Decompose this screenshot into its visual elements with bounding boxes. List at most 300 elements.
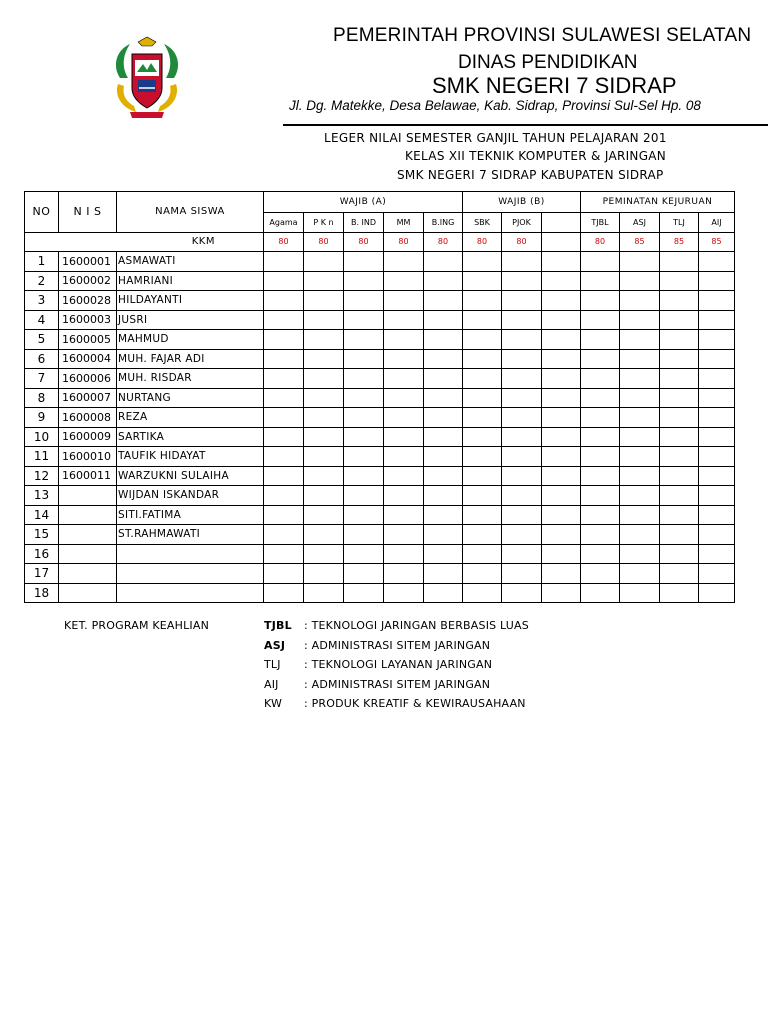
grade-cell[interactable] — [542, 544, 581, 564]
grade-cell[interactable] — [384, 525, 424, 545]
grade-cell[interactable] — [502, 388, 542, 408]
grade-cell[interactable] — [699, 583, 735, 603]
grade-cell[interactable] — [424, 505, 463, 525]
table-row — [25, 525, 735, 545]
kkm-value: 80 — [502, 232, 542, 252]
row-student-name: MUH. FAJAR ADI — [117, 349, 264, 369]
grade-cell[interactable] — [502, 369, 542, 389]
grade-cell[interactable] — [424, 271, 463, 291]
grade-cell[interactable] — [304, 505, 344, 525]
grade-cell[interactable] — [264, 447, 304, 467]
grade-cell[interactable] — [304, 369, 344, 389]
grade-cell[interactable] — [264, 369, 304, 389]
table-row — [25, 408, 735, 428]
grade-cell[interactable] — [463, 505, 502, 525]
subject-header: ASJ — [620, 213, 660, 233]
grade-cell[interactable] — [344, 427, 384, 447]
grade-cell[interactable] — [542, 525, 581, 545]
grade-cell[interactable] — [264, 427, 304, 447]
subject-header: SBK — [463, 213, 502, 233]
subject-header: TJBL — [581, 213, 620, 233]
row-nis: 1600011 — [59, 466, 117, 486]
grade-cell[interactable] — [699, 310, 735, 330]
kkm-value: 85 — [620, 232, 660, 252]
grade-cell[interactable] — [542, 252, 581, 272]
grade-cell[interactable] — [581, 544, 620, 564]
grade-cell[interactable] — [264, 271, 304, 291]
class-title: KELAS XII TEKNIK KOMPUTER & JARINGAN — [405, 149, 667, 163]
row-number: 13 — [25, 486, 59, 506]
grade-cell[interactable] — [660, 388, 699, 408]
grade-cell[interactable] — [424, 369, 463, 389]
grade-cell[interactable] — [581, 271, 620, 291]
grade-cell[interactable] — [264, 583, 304, 603]
row-student-name: ST.RAHMAWATI — [117, 525, 264, 545]
row-student-name — [117, 583, 264, 603]
grade-cell[interactable] — [660, 310, 699, 330]
grade-cell[interactable] — [264, 252, 304, 272]
name-header: NAMA SISWA — [117, 192, 264, 233]
grade-cell[interactable] — [581, 486, 620, 506]
ket-code: AIJ — [264, 677, 279, 691]
row-number: 6 — [25, 349, 59, 369]
grade-cell[interactable] — [620, 271, 660, 291]
grade-cell[interactable] — [699, 447, 735, 467]
grade-cell[interactable] — [620, 427, 660, 447]
row-student-name: JUSRI — [117, 310, 264, 330]
row-nis: 1600009 — [59, 427, 117, 447]
table-row — [25, 349, 735, 369]
grade-cell[interactable] — [699, 271, 735, 291]
grade-cell[interactable] — [542, 466, 581, 486]
grade-cell[interactable] — [304, 583, 344, 603]
grade-cell[interactable] — [660, 369, 699, 389]
grade-cell[interactable] — [264, 525, 304, 545]
grade-cell[interactable] — [344, 349, 384, 369]
grade-cell[interactable] — [424, 525, 463, 545]
grade-cell[interactable] — [699, 525, 735, 545]
grade-cell[interactable] — [620, 369, 660, 389]
grade-cell[interactable] — [304, 349, 344, 369]
ket-description: : PRODUK KREATIF & KEWIRAUSAHAAN — [304, 697, 526, 710]
grade-cell[interactable] — [699, 330, 735, 350]
row-nis — [59, 564, 117, 584]
row-student-name: ASMAWATI — [117, 252, 264, 272]
grade-cell[interactable] — [699, 564, 735, 584]
grade-cell[interactable] — [542, 388, 581, 408]
grade-cell[interactable] — [463, 330, 502, 350]
grade-cell[interactable] — [660, 408, 699, 428]
table-row — [25, 564, 735, 584]
grade-cell[interactable] — [581, 291, 620, 311]
row-student-name: SITI.FATIMA — [117, 505, 264, 525]
row-nis: 1600005 — [59, 330, 117, 350]
grade-cell[interactable] — [304, 466, 344, 486]
grade-cell[interactable] — [384, 369, 424, 389]
wajib-a-header: WAJIB (A) — [264, 192, 463, 213]
grade-cell[interactable] — [699, 505, 735, 525]
row-nis: 1600002 — [59, 271, 117, 291]
grade-cell[interactable] — [463, 564, 502, 584]
grade-cell[interactable] — [304, 447, 344, 467]
grade-cell[interactable] — [581, 388, 620, 408]
grade-cell[interactable] — [542, 330, 581, 350]
grade-cell[interactable] — [384, 310, 424, 330]
row-student-name: MAHMUD — [117, 330, 264, 350]
grade-cell[interactable] — [384, 349, 424, 369]
grade-cell[interactable] — [542, 486, 581, 506]
grade-cell[interactable] — [264, 291, 304, 311]
grade-cell[interactable] — [424, 252, 463, 272]
grade-cell[interactable] — [620, 408, 660, 428]
leger-title: LEGER NILAI SEMESTER GANJIL TAHUN PELAJARAN 201 — [324, 131, 667, 145]
grade-cell[interactable] — [660, 271, 699, 291]
grade-cell[interactable] — [502, 525, 542, 545]
grade-cell[interactable] — [542, 271, 581, 291]
grade-cell[interactable] — [264, 486, 304, 506]
row-number: 1 — [25, 252, 59, 272]
grade-cell[interactable] — [463, 427, 502, 447]
grade-cell[interactable] — [699, 252, 735, 272]
grade-cell[interactable] — [660, 466, 699, 486]
grade-cell[interactable] — [581, 408, 620, 428]
grade-cell[interactable] — [660, 505, 699, 525]
grade-cell[interactable] — [699, 408, 735, 428]
subject-header: TLJ — [660, 213, 699, 233]
table-row — [25, 369, 735, 389]
grade-cell[interactable] — [304, 310, 344, 330]
grade-cell[interactable] — [620, 486, 660, 506]
grade-cell[interactable] — [699, 388, 735, 408]
provincial-emblem-logo — [108, 36, 186, 120]
grade-cell[interactable] — [384, 330, 424, 350]
row-nis: 1600010 — [59, 447, 117, 467]
row-nis: 1600008 — [59, 408, 117, 428]
grade-cell[interactable] — [304, 564, 344, 584]
grade-cell[interactable] — [384, 427, 424, 447]
grade-cell[interactable] — [344, 564, 384, 584]
grade-cell[interactable] — [304, 291, 344, 311]
grade-cell[interactable] — [264, 330, 304, 350]
grade-cell[interactable] — [581, 525, 620, 545]
grade-cell[interactable] — [502, 427, 542, 447]
grade-cell[interactable] — [424, 349, 463, 369]
grade-cell[interactable] — [463, 310, 502, 330]
row-number: 9 — [25, 408, 59, 428]
grade-cell[interactable] — [620, 583, 660, 603]
grade-cell[interactable] — [699, 544, 735, 564]
grade-cell[interactable] — [463, 369, 502, 389]
grade-cell[interactable] — [384, 505, 424, 525]
row-number: 15 — [25, 525, 59, 545]
grade-cell[interactable] — [620, 310, 660, 330]
grade-cell[interactable] — [384, 447, 424, 467]
grade-cell[interactable] — [304, 525, 344, 545]
grade-cell[interactable] — [264, 466, 304, 486]
grade-cell[interactable] — [264, 544, 304, 564]
grade-cell[interactable] — [344, 447, 384, 467]
ket-code: TJBL — [264, 619, 292, 632]
row-nis — [59, 505, 117, 525]
grade-cell[interactable] — [699, 349, 735, 369]
grade-cell[interactable] — [424, 564, 463, 584]
grade-cell[interactable] — [264, 349, 304, 369]
grade-cell[interactable] — [620, 330, 660, 350]
grade-cell[interactable] — [264, 505, 304, 525]
grade-cell[interactable] — [502, 564, 542, 584]
grade-cell[interactable] — [542, 564, 581, 584]
grade-cell[interactable] — [304, 486, 344, 506]
table-row — [25, 447, 735, 467]
grade-cell[interactable] — [344, 310, 384, 330]
grade-cell[interactable] — [424, 330, 463, 350]
grade-cell[interactable] — [424, 466, 463, 486]
grade-cell[interactable] — [660, 291, 699, 311]
grade-cell[interactable] — [502, 505, 542, 525]
table-row — [25, 427, 735, 447]
kkm-value: 80 — [264, 232, 304, 252]
grade-cell[interactable] — [463, 544, 502, 564]
grade-cell[interactable] — [344, 408, 384, 428]
grade-cell[interactable] — [424, 583, 463, 603]
grade-cell[interactable] — [699, 291, 735, 311]
row-nis: 1600006 — [59, 369, 117, 389]
grade-cell[interactable] — [502, 291, 542, 311]
grade-cell[interactable] — [344, 583, 384, 603]
grade-cell[interactable] — [424, 408, 463, 428]
grade-cell[interactable] — [620, 349, 660, 369]
grade-cell[interactable] — [620, 544, 660, 564]
grade-cell[interactable] — [542, 583, 581, 603]
row-nis: 1600004 — [59, 349, 117, 369]
row-student-name: HAMRIANI — [117, 271, 264, 291]
grade-cell[interactable] — [542, 349, 581, 369]
grade-cell[interactable] — [660, 330, 699, 350]
header-divider — [283, 124, 768, 126]
grade-cell[interactable] — [581, 330, 620, 350]
grade-cell[interactable] — [344, 466, 384, 486]
row-nis: 1600001 — [59, 252, 117, 272]
kkm-value: 80 — [581, 232, 620, 252]
grade-cell[interactable] — [424, 427, 463, 447]
subject-header: P K n — [304, 213, 344, 233]
grade-cell[interactable] — [660, 349, 699, 369]
grade-cell[interactable] — [660, 525, 699, 545]
grade-cell[interactable] — [304, 252, 344, 272]
grade-cell[interactable] — [581, 252, 620, 272]
grade-cell[interactable] — [344, 505, 384, 525]
grade-cell[interactable] — [542, 369, 581, 389]
row-student-name: MUH. RISDAR — [117, 369, 264, 389]
grade-cell[interactable] — [620, 252, 660, 272]
grade-cell[interactable] — [304, 544, 344, 564]
grade-cell[interactable] — [344, 252, 384, 272]
ket-description: : ADMINISTRASI SITEM JARINGAN — [304, 677, 491, 691]
grade-cell[interactable] — [344, 388, 384, 408]
peminatan-header: PEMINATAN KEJURUAN — [581, 192, 735, 213]
row-nis — [59, 525, 117, 545]
grade-cell[interactable] — [384, 544, 424, 564]
grade-cell[interactable] — [502, 583, 542, 603]
grade-cell[interactable] — [660, 564, 699, 584]
grade-cell[interactable] — [660, 427, 699, 447]
grade-cell[interactable] — [344, 271, 384, 291]
nis-header: N I S — [59, 192, 117, 233]
grade-cell[interactable] — [620, 505, 660, 525]
grade-cell[interactable] — [344, 330, 384, 350]
grade-cell[interactable] — [581, 310, 620, 330]
kkm-value: 80 — [424, 232, 463, 252]
grade-cell[interactable] — [424, 544, 463, 564]
grade-cell[interactable] — [699, 486, 735, 506]
grade-cell[interactable] — [384, 564, 424, 584]
grade-cell[interactable] — [463, 252, 502, 272]
grade-cell[interactable] — [699, 427, 735, 447]
grade-cell[interactable] — [304, 271, 344, 291]
grade-cell[interactable] — [542, 505, 581, 525]
grade-cell[interactable] — [463, 583, 502, 603]
grade-cell[interactable] — [384, 466, 424, 486]
grade-cell[interactable] — [502, 349, 542, 369]
grade-cell[interactable] — [542, 427, 581, 447]
row-number: 2 — [25, 271, 59, 291]
grade-cell[interactable] — [620, 447, 660, 467]
grade-cell[interactable] — [344, 486, 384, 506]
ket-code: KW — [264, 697, 283, 710]
grade-cell[interactable] — [304, 408, 344, 428]
row-student-name: NURTANG — [117, 388, 264, 408]
grade-cell[interactable] — [424, 388, 463, 408]
subject-header: AIJ — [699, 213, 735, 233]
grade-cell[interactable] — [502, 447, 542, 467]
grade-cell[interactable] — [581, 427, 620, 447]
grade-cell[interactable] — [463, 408, 502, 428]
grade-cell[interactable] — [424, 310, 463, 330]
ket-description: : TEKNOLOGI JARINGAN BERBASIS LUAS — [304, 619, 529, 632]
grade-cell[interactable] — [502, 466, 542, 486]
table-row — [25, 330, 735, 350]
row-student-name — [117, 544, 264, 564]
grade-cell[interactable] — [463, 486, 502, 506]
grade-cell[interactable] — [384, 291, 424, 311]
grade-cell[interactable] — [660, 583, 699, 603]
kkm-value — [542, 232, 581, 252]
grade-cell[interactable] — [344, 525, 384, 545]
row-nis — [59, 486, 117, 506]
grade-cell[interactable] — [699, 369, 735, 389]
grade-cell[interactable] — [344, 544, 384, 564]
row-nis: 1600003 — [59, 310, 117, 330]
ket-description: : ADMINISTRASI SITEM JARINGAN — [304, 638, 491, 652]
grade-cell[interactable] — [344, 291, 384, 311]
ket-label: KET. PROGRAM KEAHLIAN — [64, 619, 210, 632]
grade-cell[interactable] — [660, 486, 699, 506]
grade-cell[interactable] — [502, 271, 542, 291]
grade-cell[interactable] — [542, 310, 581, 330]
grade-cell[interactable] — [581, 564, 620, 584]
grade-cell[interactable] — [542, 447, 581, 467]
grade-cell[interactable] — [384, 252, 424, 272]
grade-cell[interactable] — [384, 271, 424, 291]
grade-cell[interactable] — [660, 447, 699, 467]
grade-cell[interactable] — [581, 505, 620, 525]
grade-cell[interactable] — [542, 408, 581, 428]
grade-cell[interactable] — [502, 408, 542, 428]
grade-cell[interactable] — [620, 466, 660, 486]
grade-cell[interactable] — [660, 544, 699, 564]
grade-cell[interactable] — [699, 466, 735, 486]
grade-cell[interactable] — [463, 466, 502, 486]
grade-cell[interactable] — [463, 271, 502, 291]
row-student-name — [117, 564, 264, 584]
grade-cell[interactable] — [502, 252, 542, 272]
grade-cell[interactable] — [620, 291, 660, 311]
table-row — [25, 271, 735, 291]
row-student-name: REZA — [117, 408, 264, 428]
grade-cell[interactable] — [384, 486, 424, 506]
grade-cell[interactable] — [264, 564, 304, 584]
grade-cell[interactable] — [264, 388, 304, 408]
grade-cell[interactable] — [384, 388, 424, 408]
grade-cell[interactable] — [463, 447, 502, 467]
grade-cell[interactable] — [660, 252, 699, 272]
grade-cell[interactable] — [620, 525, 660, 545]
grade-cell[interactable] — [463, 525, 502, 545]
row-number: 18 — [25, 583, 59, 603]
grade-cell[interactable] — [264, 408, 304, 428]
grade-cell[interactable] — [463, 388, 502, 408]
grade-cell[interactable] — [384, 408, 424, 428]
grade-cell[interactable] — [620, 388, 660, 408]
grade-cell[interactable] — [424, 447, 463, 467]
grade-cell[interactable] — [581, 369, 620, 389]
grade-cell[interactable] — [581, 349, 620, 369]
grade-cell[interactable] — [542, 291, 581, 311]
kkm-value: 80 — [304, 232, 344, 252]
grade-cell[interactable] — [581, 447, 620, 467]
grade-cell[interactable] — [424, 486, 463, 506]
row-nis: 1600007 — [59, 388, 117, 408]
grade-cell[interactable] — [384, 583, 424, 603]
grade-cell[interactable] — [502, 310, 542, 330]
grade-cell[interactable] — [581, 583, 620, 603]
grade-cell[interactable] — [502, 330, 542, 350]
grade-cell[interactable] — [581, 466, 620, 486]
grade-cell[interactable] — [424, 291, 463, 311]
grade-cell[interactable] — [344, 369, 384, 389]
grade-cell[interactable] — [463, 349, 502, 369]
grade-cell[interactable] — [264, 310, 304, 330]
ket-code: TLJ — [264, 658, 281, 671]
grade-cell[interactable] — [463, 291, 502, 311]
school-title: SMK NEGERI 7 SIDRAP KABUPATEN SIDRAP — [397, 168, 664, 182]
table-row — [25, 310, 735, 330]
grade-cell[interactable] — [304, 427, 344, 447]
grade-cell[interactable] — [502, 544, 542, 564]
grade-cell[interactable] — [620, 564, 660, 584]
table-row — [25, 388, 735, 408]
grade-cell[interactable] — [304, 330, 344, 350]
row-student-name: HILDAYANTI — [117, 291, 264, 311]
table-row — [25, 466, 735, 486]
header-school: SMK NEGERI 7 SIDRAP — [432, 73, 677, 98]
table-row — [25, 583, 735, 603]
row-number: 8 — [25, 388, 59, 408]
kkm-value: 80 — [344, 232, 384, 252]
subject-header: MM — [384, 213, 424, 233]
grade-cell[interactable] — [502, 486, 542, 506]
grade-cell[interactable] — [304, 388, 344, 408]
